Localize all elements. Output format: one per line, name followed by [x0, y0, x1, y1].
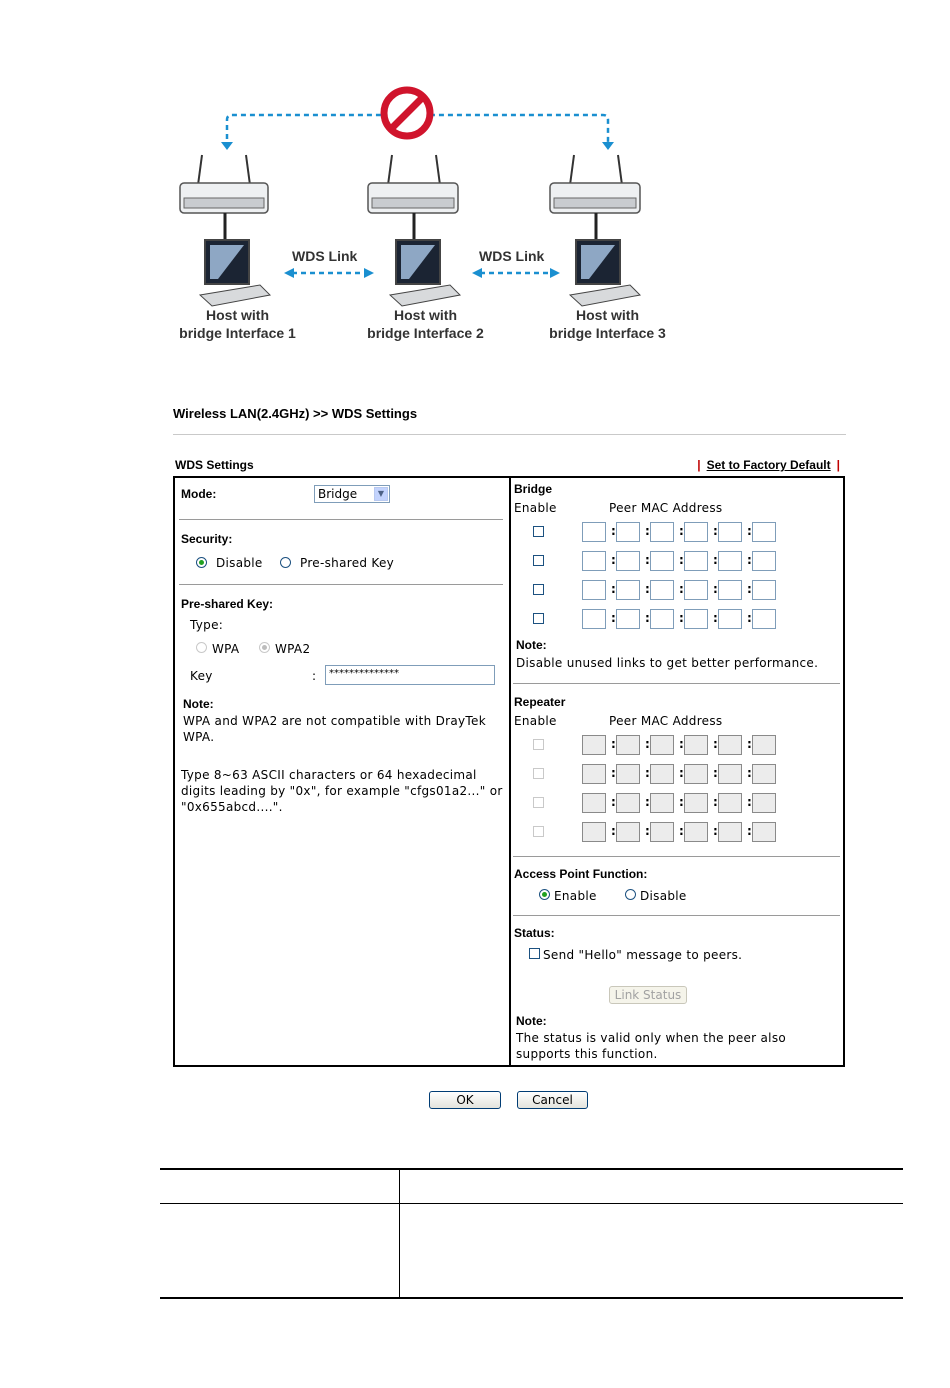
mac-separator: :	[645, 524, 650, 538]
bridge-mac-octet-input[interactable]	[582, 580, 606, 600]
repeater-mac-octet-input[interactable]	[582, 764, 606, 784]
repeater-mac-octet-input[interactable]	[616, 822, 640, 842]
status-note-label: Note:	[516, 1014, 547, 1028]
repeater-mac-octet-input[interactable]	[684, 735, 708, 755]
cancel-button[interactable]: Cancel	[517, 1091, 588, 1109]
mac-separator: :	[679, 795, 684, 809]
status-note-line1: The status is valid only when the peer also	[516, 1031, 787, 1045]
host-label-3-line1: Host with	[576, 307, 639, 323]
mac-separator: :	[747, 737, 752, 751]
mac-separator: :	[645, 766, 650, 780]
prohibited-icon	[384, 90, 430, 136]
repeater-mac-octet-input[interactable]	[718, 735, 742, 755]
breadcrumb: Wireless LAN(2.4GHz) >> WDS Settings	[173, 406, 418, 421]
security-disable-radio[interactable]	[196, 557, 207, 568]
router-icon	[368, 155, 458, 240]
mac-separator: :	[645, 582, 650, 596]
repeater-mac-octet-input[interactable]	[684, 822, 708, 842]
mac-separator: :	[611, 524, 616, 538]
bridge-mac-octet-input[interactable]	[684, 609, 708, 629]
repeater-enable-checkbox[interactable]	[533, 739, 544, 750]
bridge-mac-octet-input[interactable]	[684, 522, 708, 542]
bridge-note-label: Note:	[516, 638, 547, 652]
table-top-rule	[160, 1168, 903, 1170]
key-input[interactable]: **************	[325, 665, 495, 685]
repeater-mac-octet-input[interactable]	[718, 793, 742, 813]
bridge-mac-octet-input[interactable]	[650, 580, 674, 600]
mac-separator: :	[645, 553, 650, 567]
table-bottom-rule	[160, 1297, 903, 1299]
status-label: Status:	[514, 926, 555, 940]
mac-separator: :	[611, 795, 616, 809]
repeater-mac-octet-input[interactable]	[582, 735, 606, 755]
mac-separator: :	[679, 582, 684, 596]
bridge-mac-octet-input[interactable]	[684, 580, 708, 600]
divider	[513, 683, 840, 684]
bridge-mac-octet-input[interactable]	[582, 609, 606, 629]
divider	[513, 915, 840, 916]
left-note-label: Note:	[183, 697, 214, 711]
bridge-mac-octet-input[interactable]	[650, 522, 674, 542]
bridge-mac-octet-input[interactable]	[752, 580, 776, 600]
wds-link-label-2: WDS Link	[479, 248, 545, 264]
mac-separator: :	[679, 824, 684, 838]
repeater-mac-octet-input[interactable]	[684, 793, 708, 813]
mac-separator: :	[611, 582, 616, 596]
repeater-mac-octet-input[interactable]	[684, 764, 708, 784]
section-title: WDS Settings	[175, 458, 254, 472]
ap-enable-radio[interactable]	[539, 889, 550, 900]
status-note-line2: supports this function.	[516, 1047, 658, 1061]
left-note-line2: WPA.	[183, 730, 215, 744]
bridge-enable-checkbox[interactable]	[533, 613, 544, 624]
mac-separator: :	[747, 824, 752, 838]
repeater-mac-octet-input[interactable]	[650, 735, 674, 755]
repeater-label: Repeater	[514, 695, 566, 709]
repeater-enable-checkbox[interactable]	[533, 768, 544, 779]
router-icon	[550, 155, 640, 240]
bridge-mac-octet-input[interactable]	[616, 580, 640, 600]
bridge-mac-octet-input[interactable]	[582, 522, 606, 542]
left-note-line3: Type 8~63 ASCII characters or 64 hexadecimal	[181, 768, 477, 782]
ap-disable-label: Disable	[640, 889, 687, 903]
repeater-enable-header: Enable	[514, 714, 557, 728]
repeater-mac-octet-input[interactable]	[752, 735, 776, 755]
left-note-line4: digits leading by "0x", for example "cfgs01a2..." or	[181, 784, 503, 798]
repeater-mac-octet-input[interactable]	[752, 793, 776, 813]
bridge-mac-octet-input[interactable]	[616, 551, 640, 571]
bridge-mac-octet-input[interactable]	[650, 609, 674, 629]
computer-icon	[200, 240, 270, 306]
host-label-1-line2: bridge Interface 1	[179, 325, 296, 341]
router-icon	[180, 155, 268, 240]
mac-separator: :	[645, 611, 650, 625]
repeater-mac-octet-input[interactable]	[650, 822, 674, 842]
bridge-mac-octet-input[interactable]	[718, 609, 742, 629]
table-column-rule	[399, 1170, 400, 1297]
divider	[513, 856, 840, 857]
send-hello-label: Send "Hello" message to peers.	[543, 948, 743, 962]
panel-divider	[509, 476, 511, 1067]
divider	[179, 584, 503, 585]
repeater-enable-checkbox[interactable]	[533, 826, 544, 837]
mac-separator: :	[611, 553, 616, 567]
repeater-mac-octet-input[interactable]	[616, 793, 640, 813]
security-disable-label: Disable	[216, 556, 263, 570]
breadcrumb-divider	[173, 434, 846, 435]
left-note-line1: WPA and WPA2 are not compatible with DrayTek	[183, 714, 486, 728]
bridge-mac-octet-input[interactable]	[684, 551, 708, 571]
send-hello-checkbox[interactable]	[529, 948, 540, 959]
host-label-1	[175, 306, 300, 342]
set-factory-default-link[interactable]: Set to Factory Default	[706, 458, 831, 472]
mac-separator: :	[747, 611, 752, 625]
ap-function-label: Access Point Function:	[514, 867, 648, 881]
mac-separator: :	[679, 766, 684, 780]
mac-separator: :	[713, 766, 718, 780]
host-label-1-line1: Host with	[206, 307, 269, 323]
mac-separator: :	[611, 766, 616, 780]
host-label-3	[545, 306, 670, 342]
mac-separator: :	[645, 737, 650, 751]
mode-value: Bridge	[318, 487, 358, 501]
repeater-mac-octet-input[interactable]	[752, 764, 776, 784]
ok-button[interactable]: OK	[429, 1091, 501, 1109]
mac-separator: :	[679, 737, 684, 751]
bridge-peer-header: Peer MAC Address	[609, 501, 723, 515]
host-label-2-line1: Host with	[394, 307, 457, 323]
bridge-enable-checkbox[interactable]	[533, 555, 544, 566]
mac-separator: :	[713, 553, 718, 567]
mac-separator: :	[713, 611, 718, 625]
mac-separator: :	[713, 795, 718, 809]
bridge-enable-checkbox[interactable]	[533, 526, 544, 537]
factory-default-area	[691, 458, 846, 472]
type-wpa2-radio[interactable]	[259, 642, 270, 653]
mac-separator: :	[747, 582, 752, 596]
repeater-mac-octet-input[interactable]	[616, 764, 640, 784]
separator: |	[836, 458, 840, 472]
repeater-mac-octet-input[interactable]	[718, 822, 742, 842]
wds-diagram	[170, 80, 685, 360]
type-label: Type:	[190, 618, 224, 632]
repeater-mac-octet-input[interactable]	[650, 793, 674, 813]
repeater-mac-octet-input[interactable]	[752, 822, 776, 842]
host-label-2	[363, 306, 488, 342]
mac-separator: :	[679, 611, 684, 625]
repeater-mac-octet-input[interactable]	[582, 793, 606, 813]
bridge-mac-octet-input[interactable]	[718, 580, 742, 600]
mac-separator: :	[713, 824, 718, 838]
mac-separator: :	[611, 737, 616, 751]
bridge-enable-checkbox[interactable]	[533, 584, 544, 595]
bridge-mac-octet-input[interactable]	[616, 609, 640, 629]
type-wpa-label: WPA	[212, 642, 240, 656]
mode-label: Mode:	[181, 487, 217, 501]
psk-label: Pre-shared Key:	[181, 597, 274, 611]
mac-separator: :	[611, 824, 616, 838]
mac-separator: :	[713, 737, 718, 751]
security-label: Security:	[181, 532, 233, 546]
mac-separator: :	[747, 553, 752, 567]
table-header-rule	[160, 1203, 903, 1204]
bridge-note-text: Disable unused links to get better performance.	[516, 656, 819, 670]
repeater-mac-octet-input[interactable]	[616, 735, 640, 755]
bridge-mac-octet-input[interactable]	[616, 522, 640, 542]
mac-separator: :	[645, 795, 650, 809]
link-status-button[interactable]: Link Status	[609, 986, 687, 1004]
separator: |	[697, 458, 701, 472]
key-colon: :	[312, 669, 317, 683]
bridge-mac-octet-input[interactable]	[582, 551, 606, 571]
repeater-mac-octet-input[interactable]	[582, 822, 606, 842]
mac-separator: :	[713, 524, 718, 538]
bridge-label: Bridge	[514, 482, 553, 496]
computer-icon	[390, 240, 460, 306]
bridge-mac-octet-input[interactable]	[752, 551, 776, 571]
computer-icon	[570, 240, 640, 306]
bridge-mac-octet-input[interactable]	[718, 551, 742, 571]
left-note-line5: "0x655abcd....".	[181, 800, 283, 814]
bridge-mac-octet-input[interactable]	[752, 609, 776, 629]
repeater-mac-octet-input[interactable]	[650, 764, 674, 784]
ap-enable-label: Enable	[554, 889, 597, 903]
mac-separator: :	[747, 524, 752, 538]
mac-separator: :	[611, 611, 616, 625]
security-psk-label: Pre-shared Key	[300, 556, 395, 570]
mac-separator: :	[679, 524, 684, 538]
bridge-mac-octet-input[interactable]	[752, 522, 776, 542]
mac-separator: :	[645, 824, 650, 838]
chevron-down-icon[interactable]: ▼	[374, 487, 388, 501]
wds-link-label-1: WDS Link	[292, 248, 358, 264]
type-wpa-radio[interactable]	[196, 642, 207, 653]
ap-disable-radio[interactable]	[625, 889, 636, 900]
host-label-2-line2: bridge Interface 2	[367, 325, 484, 341]
repeater-mac-octet-input[interactable]	[718, 764, 742, 784]
bridge-enable-header: Enable	[514, 501, 557, 515]
repeater-peer-header: Peer MAC Address	[609, 714, 723, 728]
mode-select[interactable]	[314, 485, 390, 503]
bridge-mac-octet-input[interactable]	[650, 551, 674, 571]
bridge-mac-octet-input[interactable]	[718, 522, 742, 542]
security-psk-radio[interactable]	[280, 557, 291, 568]
mac-separator: :	[713, 582, 718, 596]
type-wpa2-label: WPA2	[275, 642, 311, 656]
mac-separator: :	[747, 795, 752, 809]
host-label-3-line2: bridge Interface 3	[549, 325, 666, 341]
key-label: Key	[190, 669, 213, 683]
repeater-enable-checkbox[interactable]	[533, 797, 544, 808]
mac-separator: :	[747, 766, 752, 780]
mac-separator: :	[679, 553, 684, 567]
divider	[179, 519, 503, 520]
